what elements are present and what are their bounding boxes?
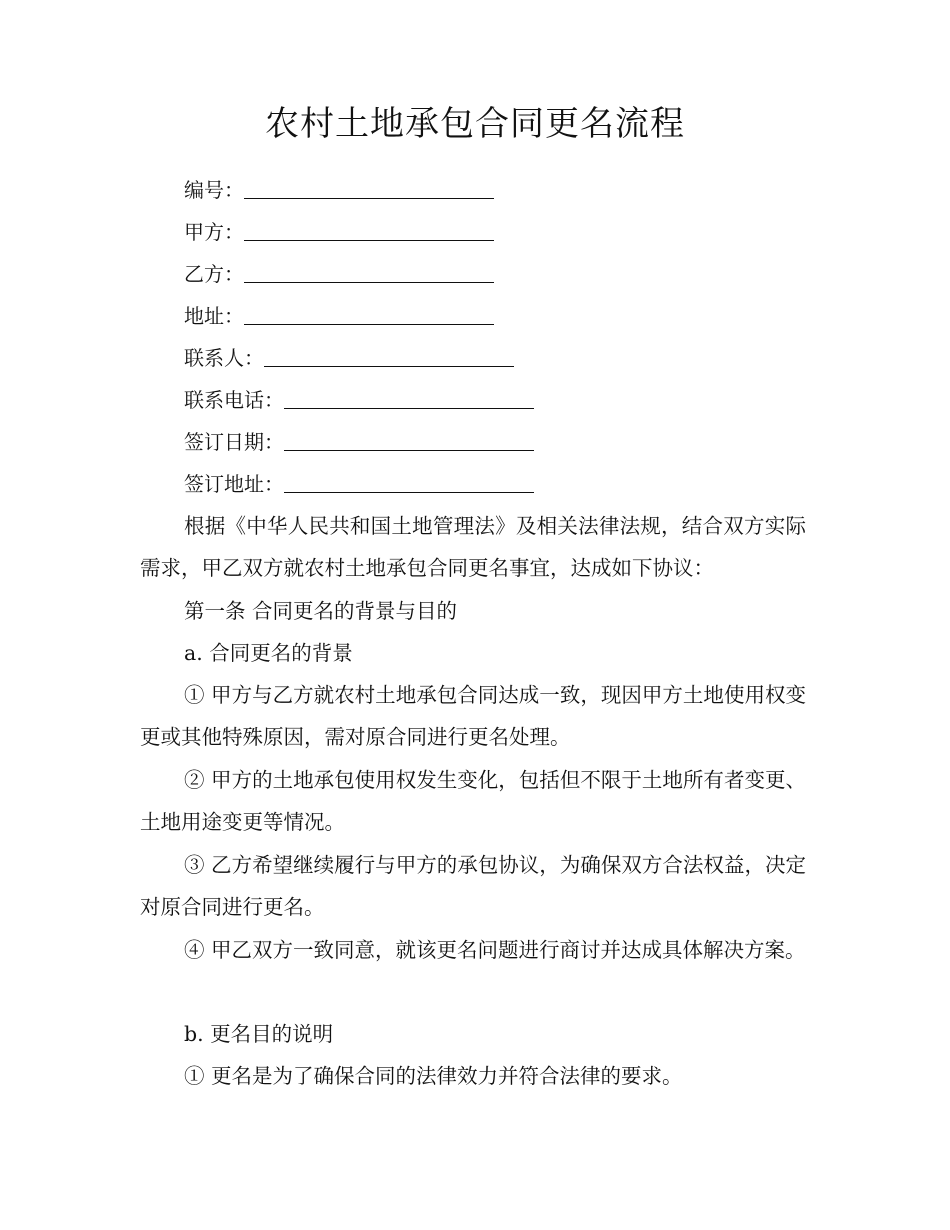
field-label: 甲方： [184,220,244,244]
blank-line [284,430,534,451]
section-a-heading: a. 合同更名的背景 [184,641,353,665]
blank-line [244,304,494,325]
a-item-2: ② 甲方的土地承包使用权发生变化，包括但不限于土地所有者变更、土地用途变更等情况。 [140,768,806,834]
field-label: 乙方： [184,262,244,286]
field-number [184,176,494,204]
field-contact [184,344,514,372]
section-b-heading: b. 更名目的说明 [184,1022,334,1046]
field-label: 地址： [184,304,244,328]
field-label: 联系电话： [184,388,284,412]
blank-line [284,472,534,493]
field-party-b [184,260,494,288]
blank-line [264,346,514,367]
a-item-4: ④ 甲乙双方一致同意，就该更名问题进行商讨并达成具体解决方案。 [184,938,806,962]
article-1-heading: 第一条 合同更名的背景与目的 [184,599,458,623]
field-label: 编号： [184,178,244,202]
blank-line [244,262,494,283]
b-item-1: ① 更名是为了确保合同的法律效力并符合法律的要求。 [184,1064,683,1088]
blank-line [244,220,494,241]
field-label: 联系人： [184,346,264,370]
field-sign-date [184,428,534,456]
field-party-a [184,218,494,246]
field-label: 签订日期： [184,430,284,454]
document-title: 农村土地承包合同更名流程 [265,104,685,144]
field-sign-address [184,470,534,498]
field-address [184,302,494,330]
blank-line [244,178,494,199]
blank-line [284,388,534,409]
intro-paragraph: 根据《中华人民共和国土地管理法》及相关法律法规，结合双方实际需求，甲乙双方就农村土地承包合同更名事宜，达成如下协议： [140,514,806,580]
a-item-3: ③ 乙方希望继续履行与甲方的承包协议，为确保双方合法权益，决定对原合同进行更名。 [140,853,806,919]
field-phone [184,386,534,414]
a-item-1: ① 甲方与乙方就农村土地承包合同达成一致，现因甲方土地使用权变更或其他特殊原因，需对原合同进行更名处理。 [140,683,806,749]
field-label: 签订地址： [184,472,284,496]
